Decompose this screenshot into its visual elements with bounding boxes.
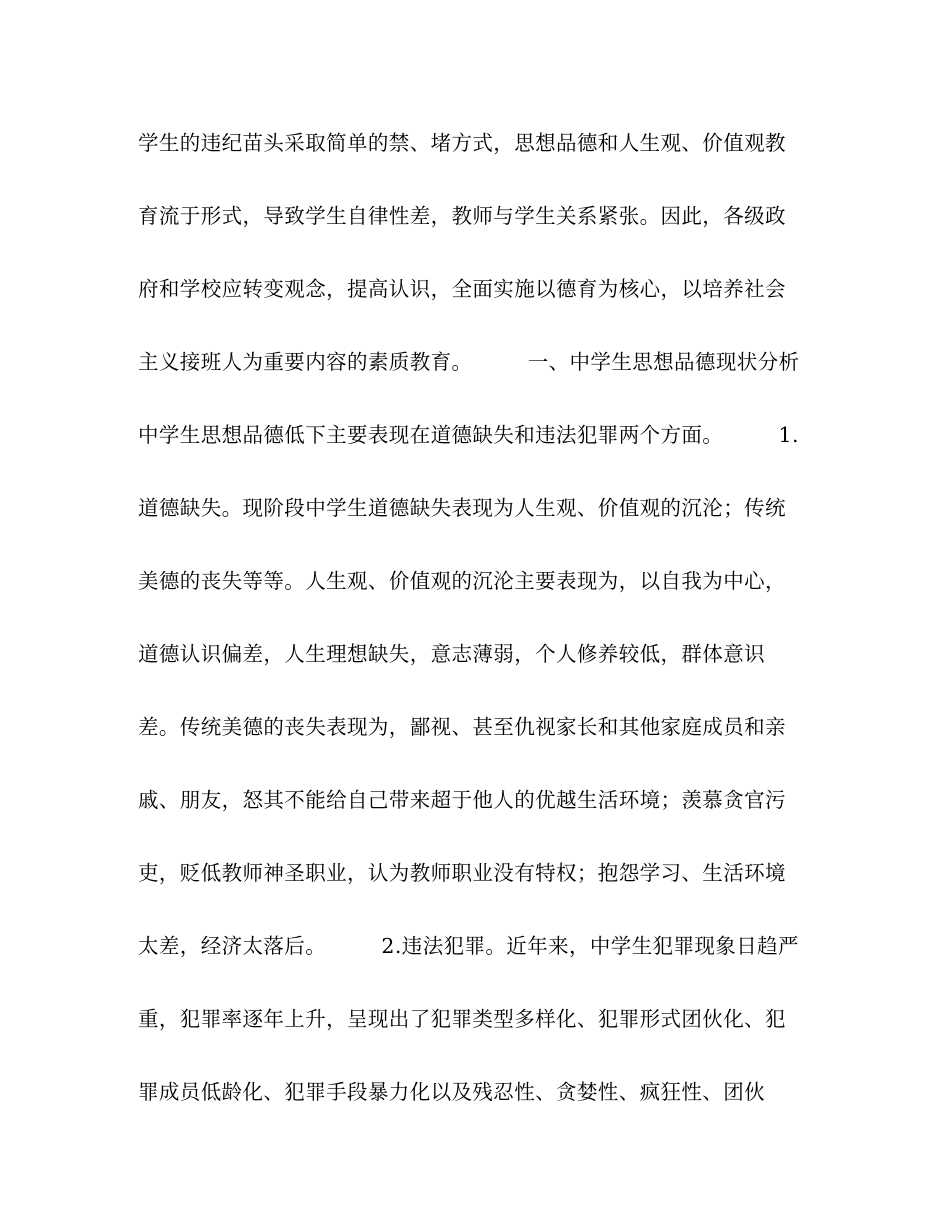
text-line: 中学生思想品德低下主要表现在道德缺失和违法犯罪两个方面。 1. (138, 423, 799, 447)
text-line: 罪成员低龄化、犯罪手段暴力化以及残忍性、贪婪性、疯狂性、团伙 (138, 1080, 765, 1104)
text-line: 道德缺失。现阶段中学生道德缺失表现为人生观、价值观的沉沦；传统 (138, 496, 786, 520)
text-line: 太差，经济太落后。 2.违法犯罪。近年来，中学生犯罪现象日趋严 (138, 934, 799, 958)
text-line: 道德认识偏差，人生理想缺失，意志薄弱，个人修养较低，群体意识 (138, 642, 765, 666)
text-line: 重，犯罪率逐年上升，呈现出了犯罪类型多样化、犯罪形式团伙化、犯 (138, 1007, 786, 1031)
body-text (138, 120, 818, 1142)
text-line: 美德的丧失等等。人生观、价值观的沉沦主要表现为，以自我为中心， (138, 569, 786, 593)
text-line: 育流于形式，导致学生自律性差，教师与学生关系紧张。因此，各级政 (138, 204, 786, 228)
text-line: 差。传统美德的丧失表现为，鄙视、甚至仇视家长和其他家庭成员和亲 (138, 715, 786, 739)
text-line: 府和学校应转变观念，提高认识，全面实施以德育为核心，以培养社会 (138, 277, 786, 301)
text-line: 吏，贬低教师神圣职业，认为教师职业没有特权；抱怨学习、生活环境 (138, 861, 786, 885)
text-line: 学生的违纪苗头采取简单的禁、堵方式，思想品德和人生观、价值观教 (138, 131, 786, 155)
text-line: 戚、朋友，怒其不能给自己带来超于他人的优越生活环境；羡慕贪官污 (138, 788, 786, 812)
text-line: 主义接班人为重要内容的素质教育。 一、中学生思想品德现状分析 (138, 350, 800, 374)
